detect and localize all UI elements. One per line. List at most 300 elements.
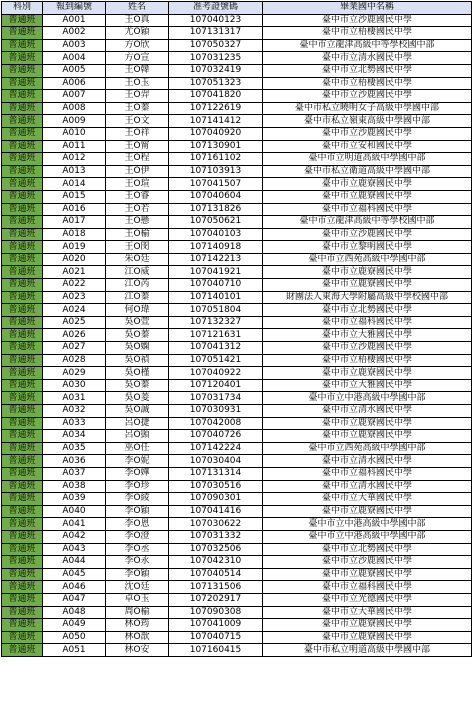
registration-number-cell: A003 (43, 39, 106, 52)
name-cell: 李O綾 (106, 493, 169, 506)
table-row (2, 581, 472, 594)
registration-number-cell: A011 (43, 140, 106, 153)
registration-number-cell: A047 (43, 593, 106, 606)
registration-number-cell: A026 (43, 329, 106, 342)
table-row (2, 90, 472, 103)
table-row (2, 543, 472, 556)
table-row (2, 568, 472, 581)
school-cell: 臺中市私立衛道高級中學國中部 (263, 165, 472, 178)
table-row (2, 102, 472, 115)
department-cell: 普通班 (2, 127, 43, 140)
name-cell: 王O懸 (106, 216, 169, 229)
department-cell: 普通班 (2, 140, 43, 153)
header-registration-number: 報到編號 (43, 2, 106, 15)
registration-number-cell: A050 (43, 631, 106, 644)
exam-ticket-cell: 107040514 (169, 568, 263, 581)
table-row (2, 190, 472, 203)
department-cell: 普通班 (2, 165, 43, 178)
department-cell: 普通班 (2, 216, 43, 229)
department-cell: 普通班 (2, 329, 43, 342)
department-cell: 普通班 (2, 644, 43, 657)
table-row (2, 115, 472, 128)
department-cell: 普通班 (2, 493, 43, 506)
name-cell: 王O榆 (106, 228, 169, 241)
exam-ticket-cell: 107030622 (169, 518, 263, 531)
name-cell: 李O珍 (106, 480, 169, 493)
exam-ticket-cell: 107131826 (169, 203, 263, 216)
table-row (2, 228, 472, 241)
header-department: 科別 (2, 2, 43, 15)
registration-number-cell: A034 (43, 430, 106, 443)
registration-number-cell: A031 (43, 392, 106, 405)
table-row (2, 619, 472, 632)
registration-number-cell: A001 (43, 14, 106, 27)
department-cell: 普通班 (2, 102, 43, 115)
name-cell: 何O瑋 (106, 304, 169, 317)
school-cell: 臺中市立鹿寮國民中學 (263, 568, 472, 581)
exam-ticket-cell: 107031235 (169, 52, 263, 65)
school-cell: 臺中市立鹿寮國民中學 (263, 619, 472, 632)
exam-ticket-cell: 107031734 (169, 392, 263, 405)
table-body (2, 14, 472, 656)
registration-number-cell: A007 (43, 90, 106, 103)
table-row (2, 127, 472, 140)
registration-table (1, 1, 472, 657)
exam-ticket-cell: 107160415 (169, 644, 263, 657)
registration-number-cell: A049 (43, 619, 106, 632)
registration-number-cell: A010 (43, 127, 106, 140)
name-cell: 李O恩 (106, 518, 169, 531)
name-cell: 沈O廷 (106, 581, 169, 594)
registration-number-cell: A008 (43, 102, 106, 115)
exam-ticket-cell: 107040920 (169, 127, 263, 140)
school-cell: 臺中市立沙鹿國民中學 (263, 228, 472, 241)
school-cell: 臺中市立安和國民中學 (263, 140, 472, 153)
school-cell: 臺中市私立明道高級中學國中部 (263, 644, 472, 657)
name-cell: 李O穎 (106, 505, 169, 518)
registration-number-cell: A044 (43, 556, 106, 569)
name-cell: 王O伊 (106, 165, 169, 178)
school-cell: 臺中市立黎明國民中學 (263, 241, 472, 254)
exam-ticket-cell: 107030931 (169, 405, 263, 418)
exam-ticket-cell: 107030516 (169, 480, 263, 493)
exam-ticket-cell: 107131506 (169, 581, 263, 594)
registration-number-cell: A016 (43, 203, 106, 216)
table-row (2, 291, 472, 304)
name-cell: 吳O萱 (106, 316, 169, 329)
name-cell: 李O丞 (106, 543, 169, 556)
school-cell: 臺中市立鹿寮國民中學 (263, 505, 472, 518)
registration-number-cell: A039 (43, 493, 106, 506)
school-cell: 臺中市立鹿寮國民中學 (263, 279, 472, 292)
exam-ticket-cell: 107131314 (169, 467, 263, 480)
table-row (2, 279, 472, 292)
school-cell: 臺中市立鹿寮國民中學 (263, 266, 472, 279)
exam-ticket-cell: 107032506 (169, 543, 263, 556)
school-cell: 臺中市立北勢國民中學 (263, 304, 472, 317)
school-cell: 臺中市立中港高級中學國中部 (263, 392, 472, 405)
school-cell: 臺中市立鹿寮國民中學 (263, 367, 472, 380)
exam-ticket-cell: 107040715 (169, 631, 263, 644)
exam-ticket-cell: 107040123 (169, 14, 263, 27)
school-cell: 臺中市立沙鹿國民中學 (263, 556, 472, 569)
exam-ticket-cell: 107131317 (169, 27, 263, 40)
table-row (2, 367, 472, 380)
name-cell: 朱O廷 (106, 253, 169, 266)
exam-ticket-cell: 107041921 (169, 266, 263, 279)
name-cell: 王O甯 (106, 140, 169, 153)
table-row (2, 178, 472, 191)
school-cell: 臺中市立龍津高級中等學校國中部 (263, 39, 472, 52)
table-row (2, 77, 472, 90)
department-cell: 普通班 (2, 619, 43, 632)
department-cell: 普通班 (2, 14, 43, 27)
department-cell: 普通班 (2, 455, 43, 468)
name-cell: 巫O任 (106, 442, 169, 455)
table-row (2, 455, 472, 468)
exam-ticket-cell: 107041312 (169, 342, 263, 355)
registration-number-cell: A037 (43, 467, 106, 480)
department-cell: 普通班 (2, 379, 43, 392)
department-cell: 普通班 (2, 367, 43, 380)
department-cell: 普通班 (2, 291, 43, 304)
exam-ticket-cell: 107202917 (169, 593, 263, 606)
exam-ticket-cell: 107031332 (169, 530, 263, 543)
department-cell: 普通班 (2, 64, 43, 77)
exam-ticket-cell: 107142213 (169, 253, 263, 266)
name-cell: 王O真 (106, 14, 169, 27)
name-cell: 周O榆 (106, 606, 169, 619)
department-cell: 普通班 (2, 430, 43, 443)
school-cell: 臺中市立西苑高級中學國中部 (263, 253, 472, 266)
department-cell: 普通班 (2, 153, 43, 166)
school-cell: 臺中市立沙鹿國民中學 (263, 14, 472, 27)
name-cell: 卓O玉 (106, 593, 169, 606)
table-row (2, 518, 472, 531)
exam-ticket-cell: 107042008 (169, 417, 263, 430)
exam-ticket-cell: 107090301 (169, 493, 263, 506)
department-cell: 普通班 (2, 253, 43, 266)
table-row (2, 493, 472, 506)
registration-number-cell: A028 (43, 354, 106, 367)
registration-number-cell: A025 (43, 316, 106, 329)
department-cell: 普通班 (2, 606, 43, 619)
table-row (2, 417, 472, 430)
table-row (2, 430, 472, 443)
name-cell: 林O歆 (106, 631, 169, 644)
school-cell: 臺中市立福科國民中學 (263, 581, 472, 594)
school-cell: 臺中市立大雅國民中學 (263, 329, 472, 342)
department-cell: 普通班 (2, 39, 43, 52)
registration-number-cell: A046 (43, 581, 106, 594)
school-cell: 臺中市立中港高級中學國中部 (263, 530, 472, 543)
exam-ticket-cell: 107050327 (169, 39, 263, 52)
school-cell: 臺中市私立嶺東高級中學國中部 (263, 115, 472, 128)
exam-ticket-cell: 107032419 (169, 64, 263, 77)
exam-ticket-cell: 107130901 (169, 140, 263, 153)
table-row (2, 644, 472, 657)
school-cell: 臺中市立明道高級中學國中部 (263, 153, 472, 166)
registration-number-cell: A022 (43, 279, 106, 292)
exam-ticket-cell: 107041416 (169, 505, 263, 518)
exam-ticket-cell: 107141412 (169, 115, 263, 128)
table-row (2, 316, 472, 329)
header-junior-high-school: 畢業國中名稱 (263, 2, 472, 15)
school-cell: 臺中市立梧棲國民中學 (263, 27, 472, 40)
name-cell: 王O若 (106, 203, 169, 216)
name-cell: 江O蓁 (106, 291, 169, 304)
table-row (2, 216, 472, 229)
exam-ticket-cell: 107161102 (169, 153, 263, 166)
exam-ticket-cell: 107041009 (169, 619, 263, 632)
name-cell: 王O程 (106, 153, 169, 166)
department-cell: 普通班 (2, 342, 43, 355)
department-cell: 普通班 (2, 354, 43, 367)
department-cell: 普通班 (2, 316, 43, 329)
registration-number-cell: A027 (43, 342, 106, 355)
exam-ticket-cell: 107140101 (169, 291, 263, 304)
department-cell: 普通班 (2, 190, 43, 203)
registration-number-cell: A045 (43, 568, 106, 581)
department-cell: 普通班 (2, 90, 43, 103)
table-row (2, 631, 472, 644)
name-cell: 吳O槿 (106, 367, 169, 380)
exam-ticket-cell: 107051804 (169, 304, 263, 317)
name-cell: 吳O蓁 (106, 379, 169, 392)
school-cell: 臺中市立鹿寮國民中學 (263, 631, 472, 644)
table-row (2, 64, 472, 77)
department-cell: 普通班 (2, 593, 43, 606)
registration-number-cell: A018 (43, 228, 106, 241)
department-cell: 普通班 (2, 581, 43, 594)
table-row (2, 203, 472, 216)
table-row (2, 467, 472, 480)
school-cell: 臺中市立大華國民中學 (263, 493, 472, 506)
name-cell: 王O瑄 (106, 178, 169, 191)
school-cell: 臺中市立清水國民中學 (263, 405, 472, 418)
department-cell: 普通班 (2, 27, 43, 40)
school-cell: 臺中市立鹿寮國民中學 (263, 430, 472, 443)
exam-ticket-cell: 107040726 (169, 430, 263, 443)
registration-number-cell: A041 (43, 518, 106, 531)
name-cell: 吳O誠 (106, 405, 169, 418)
department-cell: 普通班 (2, 304, 43, 317)
name-cell: 江O威 (106, 266, 169, 279)
school-cell: 財團法人東海大學附屬高級中學校國中部 (263, 291, 472, 304)
school-cell: 臺中市立光德國民中學 (263, 593, 472, 606)
registration-number-cell: A043 (43, 543, 106, 556)
table-row (2, 39, 472, 52)
name-cell: 李O永 (106, 556, 169, 569)
name-cell: 王O蓁 (106, 102, 169, 115)
exam-ticket-cell: 107051421 (169, 354, 263, 367)
registration-number-cell: A017 (43, 216, 106, 229)
exam-ticket-cell: 107103913 (169, 165, 263, 178)
department-cell: 普通班 (2, 266, 43, 279)
registration-number-cell: A035 (43, 442, 106, 455)
table-row (2, 329, 472, 342)
table-row (2, 593, 472, 606)
name-cell: 王O韓 (106, 64, 169, 77)
header-name: 姓名 (106, 2, 169, 15)
name-cell: 呂O捷 (106, 417, 169, 430)
department-cell: 普通班 (2, 115, 43, 128)
registration-number-cell: A019 (43, 241, 106, 254)
school-cell: 臺中市立北勢國民中學 (263, 543, 472, 556)
table-row (2, 480, 472, 493)
table-row (2, 304, 472, 317)
table-row (2, 442, 472, 455)
header-exam-ticket-number: 准考證號碼 (169, 2, 263, 15)
registration-number-cell: A020 (43, 253, 106, 266)
school-cell: 臺中市立沙鹿國民中學 (263, 127, 472, 140)
department-cell: 普通班 (2, 505, 43, 518)
registration-number-cell: A033 (43, 417, 106, 430)
school-cell: 臺中市立清水國民中學 (263, 52, 472, 65)
school-cell: 臺中市立鹿寮國民中學 (263, 178, 472, 191)
registration-number-cell: A002 (43, 27, 106, 40)
school-cell: 臺中市立中港高級中學國中部 (263, 518, 472, 531)
registration-number-cell: A023 (43, 291, 106, 304)
name-cell: 李O妮 (106, 455, 169, 468)
name-cell: 王O玉 (106, 77, 169, 90)
school-cell: 臺中市立沙鹿國民中學 (263, 342, 472, 355)
table-row (2, 606, 472, 619)
table-row (2, 505, 472, 518)
table-row (2, 14, 472, 27)
table-row (2, 392, 472, 405)
name-cell: 林O安 (106, 644, 169, 657)
department-cell: 普通班 (2, 77, 43, 90)
name-cell: 江O芮 (106, 279, 169, 292)
table-row (2, 266, 472, 279)
registration-number-cell: A040 (43, 505, 106, 518)
registration-number-cell: A036 (43, 455, 106, 468)
registration-number-cell: A048 (43, 606, 106, 619)
exam-ticket-cell: 107040604 (169, 190, 263, 203)
name-cell: 王O祥 (106, 127, 169, 140)
registration-number-cell: A029 (43, 367, 106, 380)
exam-ticket-cell: 107042310 (169, 556, 263, 569)
table-row (2, 241, 472, 254)
table-row (2, 52, 472, 65)
department-cell: 普通班 (2, 480, 43, 493)
exam-ticket-cell: 107051323 (169, 77, 263, 90)
name-cell: 王O睿 (106, 190, 169, 203)
exam-ticket-cell: 107132327 (169, 316, 263, 329)
table-row (2, 165, 472, 178)
school-cell: 臺中市立鹿寮國民中學 (263, 417, 472, 430)
school-cell: 臺中市立西苑高級中學國中部 (263, 442, 472, 455)
department-cell: 普通班 (2, 279, 43, 292)
department-cell: 普通班 (2, 556, 43, 569)
name-cell: 林O筠 (106, 619, 169, 632)
table-row (2, 153, 472, 166)
school-cell: 臺中市立大雅國民中學 (263, 379, 472, 392)
school-cell: 臺中市立龍津高級中等學校國中部 (263, 216, 472, 229)
school-cell: 臺中市立梧棲國民中學 (263, 77, 472, 90)
school-cell: 臺中市立鹿寮國民中學 (263, 190, 472, 203)
registration-number-cell: A038 (43, 480, 106, 493)
registration-number-cell: A014 (43, 178, 106, 191)
department-cell: 普通班 (2, 543, 43, 556)
registration-number-cell: A032 (43, 405, 106, 418)
school-cell: 臺中市立清水國民中學 (263, 480, 472, 493)
registration-number-cell: A021 (43, 266, 106, 279)
registration-number-cell: A009 (43, 115, 106, 128)
department-cell: 普通班 (2, 442, 43, 455)
school-cell: 臺中市立福科國民中學 (263, 203, 472, 216)
name-cell: 方O宣 (106, 52, 169, 65)
registration-number-cell: A030 (43, 379, 106, 392)
school-cell: 臺中市立福科國民中學 (263, 467, 472, 480)
school-cell: 臺中市私立曉明女子高級中學國中部 (263, 102, 472, 115)
department-cell: 普通班 (2, 392, 43, 405)
department-cell: 普通班 (2, 568, 43, 581)
department-cell: 普通班 (2, 530, 43, 543)
exam-ticket-cell: 107140918 (169, 241, 263, 254)
department-cell: 普通班 (2, 241, 43, 254)
name-cell: 王O羿 (106, 90, 169, 103)
table-row (2, 27, 472, 40)
registration-number-cell: A042 (43, 530, 106, 543)
exam-ticket-cell: 107090308 (169, 606, 263, 619)
registration-number-cell: A012 (43, 153, 106, 166)
exam-ticket-cell: 107041820 (169, 90, 263, 103)
registration-number-cell: A006 (43, 77, 106, 90)
table-row (2, 253, 472, 266)
exam-ticket-cell: 107121631 (169, 329, 263, 342)
exam-ticket-cell: 107040103 (169, 228, 263, 241)
name-cell: 尤O穎 (106, 27, 169, 40)
school-cell: 臺中市立清水國民中學 (263, 455, 472, 468)
exam-ticket-cell: 107122619 (169, 102, 263, 115)
registration-number-cell: A051 (43, 644, 106, 657)
name-cell: 方O欣 (106, 39, 169, 52)
table-row (2, 379, 472, 392)
department-cell: 普通班 (2, 631, 43, 644)
department-cell: 普通班 (2, 467, 43, 480)
registration-number-cell: A015 (43, 190, 106, 203)
name-cell: 王O閔 (106, 241, 169, 254)
table-row (2, 140, 472, 153)
registration-number-cell: A013 (43, 165, 106, 178)
school-cell: 臺中市立福科國民中學 (263, 316, 472, 329)
department-cell: 普通班 (2, 203, 43, 216)
name-cell: 呂O顗 (106, 430, 169, 443)
exam-ticket-cell: 107120401 (169, 379, 263, 392)
table-row (2, 342, 472, 355)
exam-ticket-cell: 107041507 (169, 178, 263, 191)
name-cell: 吳O蓁 (106, 329, 169, 342)
name-cell: 李O穎 (106, 568, 169, 581)
table-row (2, 354, 472, 367)
department-cell: 普通班 (2, 178, 43, 191)
school-cell: 臺中市立大華國民中學 (263, 606, 472, 619)
department-cell: 普通班 (2, 417, 43, 430)
school-cell: 臺中市立北勢國民中學 (263, 64, 472, 77)
exam-ticket-cell: 107142224 (169, 442, 263, 455)
department-cell: 普通班 (2, 52, 43, 65)
exam-ticket-cell: 107050621 (169, 216, 263, 229)
department-cell: 普通班 (2, 228, 43, 241)
name-cell: 李O澄 (106, 530, 169, 543)
name-cell: 吳O菱 (106, 392, 169, 405)
exam-ticket-cell: 107040710 (169, 279, 263, 292)
registration-number-cell: A024 (43, 304, 106, 317)
header-row (2, 2, 472, 15)
department-cell: 普通班 (2, 518, 43, 531)
